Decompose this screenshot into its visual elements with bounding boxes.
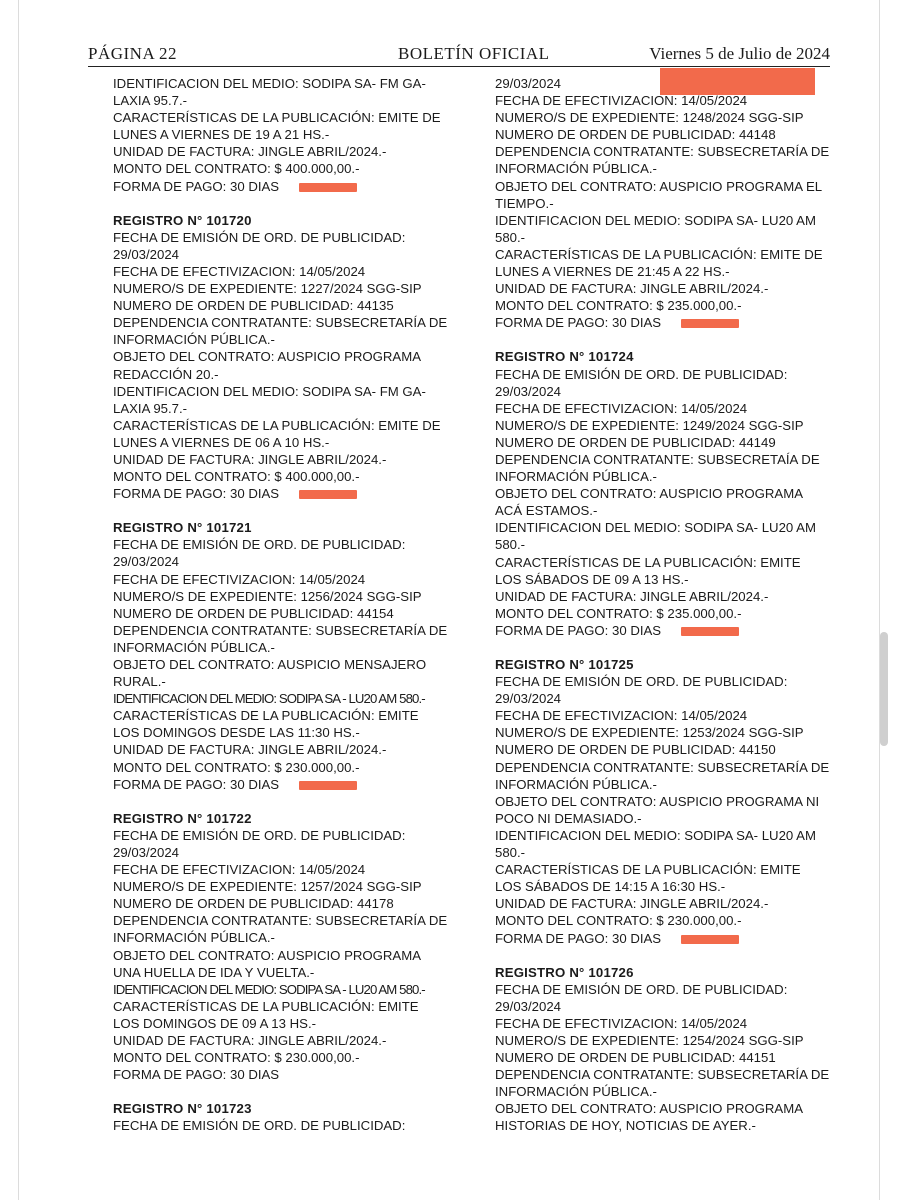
text-line: NUMERO DE ORDEN DE PUBLICIDAD: 44135 [113,298,394,314]
text-line: CARACTERÍSTICAS DE LA PUBLICACIÓN: EMITE [113,708,419,724]
payment-text: FORMA DE PAGO: 30 DIAS [495,930,662,946]
right-column [495,75,835,1135]
redaction-mark [299,490,357,499]
text-line: FECHA DE EFECTIVIZACION: 14/05/2024 [113,263,366,279]
text-line: FECHA DE EMISIÓN DE ORD. DE PUBLICIDAD: [113,537,406,553]
text-line: LOS SÁBADOS DE 09 A 13 HS.- [495,571,689,587]
text-line: NUMERO DE ORDEN DE PUBLICIDAD: 44178 [113,896,394,912]
text-line: UNIDAD DE FACTURA: JINGLE ABRIL/2024.- [495,281,769,297]
text-line: IDENTIFICACION DEL MEDIO: SODIPA SA - LU20 AM 580.- [113,981,425,997]
text-line: LAXIA 95.7.- [113,93,188,109]
redaction-mark [681,935,739,944]
registro-title: REGISTRO N° 101724 [495,349,634,365]
text-line: 580.- [495,229,526,245]
registro-101726 [495,964,835,1135]
text-line: 29/03/2024 [113,246,180,262]
text-line: UNIDAD DE FACTURA: JINGLE ABRIL/2024.- [113,742,387,758]
payment-text: FORMA DE PAGO: 30 DIAS [495,315,662,331]
text-line: OBJETO DEL CONTRATO: AUSPICIO PROGRAMA [113,947,422,963]
text-line: UNIDAD DE FACTURA: JINGLE ABRIL/2024.- [113,144,387,160]
publication-title: BOLETÍN OFICIAL [398,44,550,63]
text-line: TIEMPO.- [495,195,554,211]
registro-title: REGISTRO N° 101725 [495,657,634,672]
text-line: NUMERO/S DE EXPEDIENTE: 1227/2024 SGG-SIP [113,281,422,297]
text-line: INFORMACIÓN PÚBLICA.- [495,1084,657,1100]
payment-line [495,622,835,639]
redaction-mark [681,627,739,636]
payment-line [113,178,453,195]
text-line: 29/03/2024 [113,554,180,570]
registro-continuation [113,75,453,195]
text-line: 580.- [495,845,526,861]
publication-date: Viernes 5 de Julio de 2024 [649,44,830,63]
text-line: CARACTERÍSTICAS DE LA PUBLICACIÓN: EMITE [495,862,801,878]
text-line: LOS DOMINGOS DESDE LAS 11:30 HS.- [113,725,360,741]
registro-101724 [495,348,835,639]
text-line: REDACCIÓN 20.- [113,366,219,382]
text-line: INFORMACIÓN PÚBLICA.- [495,161,657,177]
redaction-mark [299,183,357,192]
registro-101722 [113,810,453,1084]
text-line: CARACTERÍSTICAS DE LA PUBLICACIÓN: EMITE DE [495,246,823,262]
payment-text: FORMA DE PAGO: 30 DIAS [113,776,280,792]
text-line: NUMERO/S DE EXPEDIENTE: 1256/2024 SGG-SIP [113,588,422,604]
text-line: NUMERO DE ORDEN DE PUBLICIDAD: 44151 [495,1050,776,1066]
text-line: OBJETO DEL CONTRATO: AUSPICIO PROGRAMA EL [495,178,823,194]
text-line: DEPENDENCIA CONTRATANTE: SUBSECRETARÍA DE [495,759,830,775]
text-line: 29/03/2024 [495,76,562,91]
text-line: CARACTERÍSTICAS DE LA PUBLICACIÓN: EMITE DE [113,417,441,433]
text-line: UNIDAD DE FACTURA: JINGLE ABRIL/2024.- [495,896,769,912]
text-line: OBJETO DEL CONTRATO: AUSPICIO PROGRAMA [113,349,422,365]
payment-text: FORMA DE PAGO: 30 DIAS [495,622,662,638]
text-line: FECHA DE EFECTIVIZACION: 14/05/2024 [495,400,748,416]
text-line: NUMERO DE ORDEN DE PUBLICIDAD: 44154 [113,605,394,621]
text-line: LAXIA 95.7.- [113,400,188,416]
registro-title: REGISTRO N° 101722 [113,810,252,826]
text-line: MONTO DEL CONTRATO: $ 235.000,00.- [495,298,742,314]
text-line: FECHA DE EFECTIVIZACION: 14/05/2024 [113,862,366,878]
text-line: UNIDAD DE FACTURA: JINGLE ABRIL/2024.- [495,588,769,604]
text-line: FECHA DE EMISIÓN DE ORD. DE PUBLICIDAD: [113,1118,406,1134]
registro-title: REGISTRO N° 101721 [113,520,252,536]
text-line: POCO NI DEMASIADO.- [495,810,642,826]
text-line: MONTO DEL CONTRATO: $ 400.000,00.- [113,161,360,177]
text-line: LUNES A VIERNES DE 19 A 21 HS.- [113,127,330,143]
registro-title: REGISTRO N° 101723 [113,1101,252,1117]
text-line: FECHA DE EMISIÓN DE ORD. DE PUBLICIDAD: [495,981,788,997]
text-line: UNIDAD DE FACTURA: JINGLE ABRIL/2024.- [113,1032,387,1048]
payment-line [113,776,453,793]
text-line: 29/03/2024 [495,691,562,707]
registro-title: REGISTRO N° 101720 [113,212,252,228]
text-line: MONTO DEL CONTRATO: $ 235.000,00.- [495,605,742,621]
text-line: CARACTERÍSTICAS DE LA PUBLICACIÓN: EMITE [113,998,419,1014]
payment-line [495,930,835,947]
text-line: 29/03/2024 [113,844,180,860]
registro-101723 [113,1100,453,1134]
text-line: MONTO DEL CONTRATO: $ 400.000,00.- [113,469,360,485]
payment-line [113,485,453,502]
text-line: DEPENDENCIA CONTRATANTE: SUBSECRETARÍA DE [495,1067,830,1083]
text-line: IDENTIFICACION DEL MEDIO: SODIPA SA- LU20 AM [495,827,816,843]
text-line: FECHA DE EFECTIVIZACION: 14/05/2024 [495,708,748,724]
text-line: MONTO DEL CONTRATO: $ 230.000,00.- [113,1050,360,1066]
text-line: INFORMACIÓN PÚBLICA.- [495,469,657,485]
text-line: FECHA DE EMISIÓN DE ORD. DE PUBLICIDAD: [113,827,406,843]
payment-line [495,314,835,331]
text-line: OBJETO DEL CONTRATO: AUSPICIO PROGRAMA [495,1101,804,1117]
text-line: FECHA DE EFECTIVIZACION: 14/05/2024 [113,571,366,587]
payment-text: FORMA DE PAGO: 30 DIAS [113,486,280,502]
text-line: INFORMACIÓN PÚBLICA.- [113,332,275,348]
text-line: NUMERO/S DE EXPEDIENTE: 1253/2024 SGG-SIP [495,725,804,741]
text-line: HISTORIAS DE HOY, NOTICIAS DE AYER.- [495,1118,756,1134]
text-line: INFORMACIÓN PÚBLICA.- [495,776,657,792]
text-line: OBJETO DEL CONTRATO: AUSPICIO MENSAJERO [113,657,427,672]
text-line: DEPENDENCIA CONTRATANTE: SUBSECRETARÍA DE [495,144,830,160]
text-line: DEPENDENCIA CONTRATANTE: SUBSECRETAÍA DE [495,451,820,467]
text-line: IDENTIFICACION DEL MEDIO: SODIPA SA- LU20 AM [495,212,816,228]
text-line: NUMERO DE ORDEN DE PUBLICIDAD: 44148 [495,127,776,143]
text-line: FECHA DE EMISIÓN DE ORD. DE PUBLICIDAD: [495,366,788,382]
registro-101721 [113,519,453,793]
text-line: LOS DOMINGOS DE 09 A 13 HS.- [113,1015,317,1031]
text-line: DEPENDENCIA CONTRATANTE: SUBSECRETARÍA DE [113,622,448,638]
text-line: NUMERO DE ORDEN DE PUBLICIDAD: 44150 [495,742,776,758]
text-line: MONTO DEL CONTRATO: $ 230.000,00.- [495,913,742,929]
text-line: NUMERO/S DE EXPEDIENTE: 1257/2024 SGG-SIP [113,879,422,895]
text-line: DEPENDENCIA CONTRATANTE: SUBSECRETARÍA DE [113,315,448,331]
text-line: FECHA DE EMISIÓN DE ORD. DE PUBLICIDAD: [113,229,406,245]
text-line: NUMERO/S DE EXPEDIENTE: 1248/2024 SGG-SIP [495,110,804,126]
page-header [88,38,830,67]
text-line: CARACTERÍSTICAS DE LA PUBLICACIÓN: EMITE DE [113,110,441,126]
text-line: UNIDAD DE FACTURA: JINGLE ABRIL/2024.- [113,451,387,467]
page-number: PÁGINA 22 [88,44,178,63]
text-line: OBJETO DEL CONTRATO: AUSPICIO PROGRAMA NI [495,793,820,809]
registro-101720 [113,212,453,503]
payment-text: FORMA DE PAGO: 30 DIAS [113,178,280,194]
text-line: UNA HUELLA DE IDA Y VUELTA.- [113,964,315,980]
text-line: 29/03/2024 [495,998,562,1014]
text-line: FECHA DE EFECTIVIZACION: 14/05/2024 [495,1015,748,1031]
text-line: LUNES A VIERNES DE 21:45 A 22 HS.- [495,264,730,280]
text-line: OBJETO DEL CONTRATO: AUSPICIO PROGRAMA [495,486,804,502]
text-line: LOS SÁBADOS DE 14:15 A 16:30 HS.- [495,879,726,895]
text-line: RURAL.- [113,674,166,690]
registro-101725 [495,656,835,947]
text-line: NUMERO DE ORDEN DE PUBLICIDAD: 44149 [495,434,776,450]
scrollbar-thumb[interactable] [880,632,888,746]
left-column [113,75,453,1134]
text-line: FECHA DE EFECTIVIZACION: 14/05/2024 [495,93,748,109]
text-line: INFORMACIÓN PÚBLICA.- [113,639,275,655]
registro-title: REGISTRO N° 101726 [495,964,634,980]
text-line: IDENTIFICACION DEL MEDIO: SODIPA SA- FM GA- [113,76,426,91]
text-line: 29/03/2024 [495,383,562,399]
text-line: 580.- [495,537,526,553]
text-line: LUNES A VIERNES DE 06 A 10 HS.- [113,434,330,450]
text-line: MONTO DEL CONTRATO: $ 230.000,00.- [113,759,360,775]
text-line: IDENTIFICACION DEL MEDIO: SODIPA SA - LU20 AM 580.- [113,691,425,707]
text-line: IDENTIFICACION DEL MEDIO: SODIPA SA- FM GA- [113,383,426,399]
redaction-mark [681,319,739,328]
text-line: ACÁ ESTAMOS.- [495,503,598,519]
registro-continuation [495,75,835,331]
text-line: NUMERO/S DE EXPEDIENTE: 1249/2024 SGG-SIP [495,417,804,433]
redaction-mark [299,781,357,790]
text-line: IDENTIFICACION DEL MEDIO: SODIPA SA- LU20 AM [495,520,816,536]
payment-text: FORMA DE PAGO: 30 DIAS [113,1067,280,1083]
text-line: FECHA DE EMISIÓN DE ORD. DE PUBLICIDAD: [495,674,788,690]
text-line: INFORMACIÓN PÚBLICA.- [113,930,275,946]
text-line: DEPENDENCIA CONTRATANTE: SUBSECRETARÍA DE [113,913,448,929]
text-line: NUMERO/S DE EXPEDIENTE: 1254/2024 SGG-SIP [495,1032,804,1048]
text-line: CARACTERÍSTICAS DE LA PUBLICACIÓN: EMITE [495,554,801,570]
